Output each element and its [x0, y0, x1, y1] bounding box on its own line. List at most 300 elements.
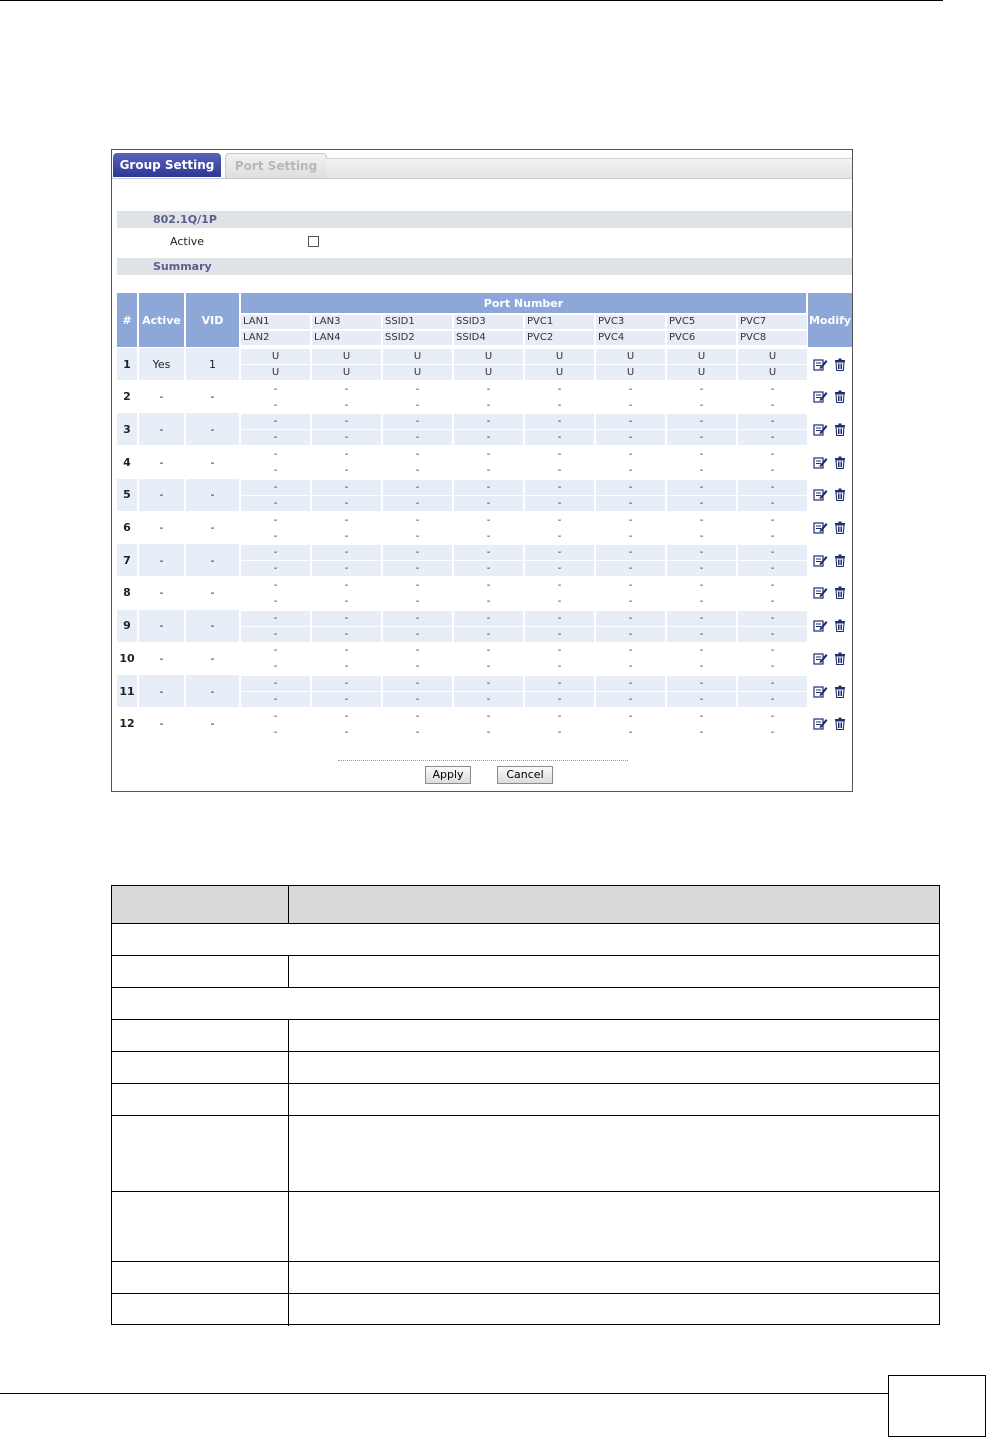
port-cell: -	[273, 399, 278, 411]
port-cell: -	[273, 579, 278, 591]
tab-port-setting[interactable]: Port Setting	[225, 153, 327, 178]
port-cell: -	[557, 579, 562, 591]
row-index: 6	[123, 521, 131, 534]
port-cell: -	[596, 692, 665, 707]
port-cell: -	[383, 561, 452, 576]
row-vid: -	[186, 479, 239, 511]
port-cell: -	[344, 726, 349, 738]
port-cell: -	[770, 595, 775, 607]
vlan-row	[117, 413, 849, 445]
row-divider	[112, 1019, 939, 1020]
edit-icon[interactable]	[813, 586, 828, 599]
port-cell: -	[415, 595, 420, 607]
port-cell: -	[525, 611, 594, 626]
row-modify-actions	[810, 348, 849, 380]
port-cell: U	[383, 349, 452, 364]
port-cell: -	[312, 611, 381, 626]
port-cell: -	[667, 545, 736, 560]
port-cell: -	[241, 430, 310, 445]
port-cell: -	[628, 449, 633, 461]
port-cell: -	[454, 430, 523, 445]
port-cell: -	[699, 383, 704, 395]
port-cell: -	[596, 676, 665, 691]
row-vid: -	[210, 717, 215, 731]
port-cell: -	[667, 414, 736, 429]
edit-icon[interactable]	[813, 423, 828, 436]
port-cell: -	[454, 611, 523, 626]
trash-icon[interactable]	[834, 586, 846, 599]
description-table-header	[112, 886, 939, 923]
row-index: 7	[117, 544, 137, 576]
active-label: Active	[170, 235, 205, 248]
row-index: 3	[117, 413, 137, 445]
port-cell: -	[312, 627, 381, 642]
port-cell: -	[241, 545, 310, 560]
port-cell: -	[770, 514, 775, 526]
port-cell: -	[667, 611, 736, 626]
port-cell: U	[312, 349, 381, 364]
port-cell: -	[557, 399, 562, 411]
port-cell: -	[699, 710, 704, 722]
port-cell: -	[273, 465, 278, 477]
port-cell: -	[667, 676, 736, 691]
port-cell: -	[415, 449, 420, 461]
row-modify-actions	[810, 381, 849, 413]
port-cell: -	[770, 645, 775, 657]
port-cell: -	[525, 627, 594, 642]
port-cell: -	[738, 611, 807, 626]
port-cell: U	[312, 365, 381, 380]
description-table	[111, 885, 940, 1325]
trash-icon[interactable]	[834, 554, 846, 567]
port-cell: -	[273, 595, 278, 607]
section-summary	[117, 258, 852, 275]
trash-icon[interactable]	[834, 652, 846, 665]
port-cell: -	[344, 530, 349, 542]
port-cell: -	[557, 465, 562, 477]
port-cell: -	[525, 480, 594, 495]
row-active: -	[159, 586, 164, 600]
port-cell: -	[415, 465, 420, 477]
row-divider	[112, 955, 939, 956]
row-modify-actions	[810, 577, 849, 609]
port-cell: -	[383, 545, 452, 560]
port-cell: -	[273, 383, 278, 395]
apply-button[interactable]: Apply	[425, 766, 471, 784]
port-cell: -	[628, 645, 633, 657]
vlan-row	[117, 544, 849, 576]
vlan-row	[117, 610, 849, 642]
row-vid: -	[210, 651, 215, 665]
port-cell: -	[699, 595, 704, 607]
row-active: -	[159, 455, 164, 469]
port-cell: -	[667, 561, 736, 576]
vlan-row	[117, 348, 849, 380]
port-cell: U	[738, 349, 807, 364]
row-index: 11	[117, 675, 137, 707]
port-label-lan4: LAN4	[312, 331, 381, 345]
port-cell: -	[557, 661, 562, 673]
port-cell: -	[628, 595, 633, 607]
port-cell: -	[273, 449, 278, 461]
column-divider	[288, 955, 289, 987]
row-divider	[112, 1191, 939, 1192]
port-cell: -	[415, 726, 420, 738]
port-cell: U	[738, 365, 807, 380]
port-cell: -	[383, 676, 452, 691]
trash-icon[interactable]	[834, 619, 846, 632]
row-active: -	[139, 544, 184, 576]
port-cell: -	[667, 496, 736, 511]
row-modify-actions	[810, 413, 849, 445]
port-cell: -	[699, 579, 704, 591]
trash-icon[interactable]	[834, 390, 846, 403]
vlan-row	[117, 479, 849, 511]
port-cell: -	[241, 692, 310, 707]
port-cell: -	[628, 530, 633, 542]
row-active: -	[139, 675, 184, 707]
section-8021q-title: 802.1Q/1P	[153, 213, 217, 226]
port-cell: -	[344, 514, 349, 526]
port-cell: -	[628, 710, 633, 722]
port-cell: -	[525, 430, 594, 445]
row-modify-actions	[810, 512, 849, 544]
tab-strip	[326, 158, 852, 178]
trash-icon[interactable]	[834, 488, 846, 501]
row-modify-actions	[810, 708, 849, 740]
port-cell: -	[596, 430, 665, 445]
port-cell: -	[596, 496, 665, 511]
row-modify-actions	[810, 544, 849, 576]
edit-icon[interactable]	[813, 717, 828, 730]
edit-icon[interactable]	[813, 652, 828, 665]
port-cell: -	[770, 399, 775, 411]
port-cell: -	[486, 726, 491, 738]
port-cell: -	[454, 676, 523, 691]
port-cell: -	[273, 710, 278, 722]
port-cell: -	[738, 676, 807, 691]
row-vid: -	[186, 675, 239, 707]
port-cell: -	[525, 692, 594, 707]
port-cell: -	[344, 661, 349, 673]
port-cell: -	[770, 726, 775, 738]
port-cell: -	[628, 514, 633, 526]
port-cell: U	[454, 365, 523, 380]
port-cell: U	[241, 365, 310, 380]
port-cell: -	[344, 710, 349, 722]
row-divider	[112, 923, 939, 924]
port-cell: -	[667, 627, 736, 642]
port-cell: -	[525, 414, 594, 429]
row-modify-actions	[810, 642, 849, 674]
column-divider	[288, 886, 289, 923]
row-vid: -	[210, 521, 215, 534]
port-cell: -	[312, 692, 381, 707]
port-cell: -	[344, 383, 349, 395]
port-cell: -	[383, 611, 452, 626]
port-cell: -	[273, 726, 278, 738]
port-cell: -	[312, 480, 381, 495]
row-modify-actions	[810, 610, 849, 642]
row-vid: -	[210, 586, 215, 600]
vlan-row	[117, 577, 849, 609]
port-cell: -	[415, 579, 420, 591]
port-cell: -	[738, 627, 807, 642]
port-label-pvc5: PVC5	[667, 315, 736, 329]
port-cell: -	[454, 414, 523, 429]
row-active: -	[159, 521, 164, 534]
port-cell: -	[312, 545, 381, 560]
port-cell: -	[241, 480, 310, 495]
header-active: Active	[139, 293, 184, 347]
port-cell: -	[699, 530, 704, 542]
edit-icon[interactable]	[813, 619, 828, 632]
port-label-ssid1: SSID1	[383, 315, 452, 329]
port-cell: -	[312, 676, 381, 691]
row-vid: -	[186, 610, 239, 642]
port-cell: -	[770, 661, 775, 673]
port-label-pvc2: PVC2	[525, 331, 594, 345]
port-cell: U	[667, 365, 736, 380]
trash-icon[interactable]	[834, 358, 846, 371]
port-cell: -	[415, 710, 420, 722]
top-rule	[0, 0, 943, 1]
port-cell: -	[383, 480, 452, 495]
port-cell: -	[344, 449, 349, 461]
tab-bar	[112, 150, 852, 179]
port-cell: -	[525, 545, 594, 560]
port-cell: -	[770, 710, 775, 722]
button-divider	[338, 760, 628, 761]
port-cell: -	[525, 676, 594, 691]
port-cell: -	[344, 595, 349, 607]
vlan-row	[117, 381, 849, 413]
edit-icon[interactable]	[813, 390, 828, 403]
page-number-box	[888, 1375, 986, 1437]
port-cell: U	[596, 349, 665, 364]
trash-icon[interactable]	[834, 685, 846, 698]
port-cell: U	[383, 365, 452, 380]
port-cell: -	[770, 383, 775, 395]
vlan-row	[117, 708, 849, 740]
port-cell: -	[596, 561, 665, 576]
row-index: 12	[119, 717, 135, 731]
port-cell: -	[596, 627, 665, 642]
section-summary-title: Summary	[153, 260, 212, 273]
port-cell: -	[557, 383, 562, 395]
row-index: 10	[119, 651, 135, 665]
port-cell: -	[557, 710, 562, 722]
port-cell: -	[383, 627, 452, 642]
vlan-row	[117, 446, 849, 478]
cancel-button[interactable]: Cancel	[497, 766, 553, 784]
row-index: 8	[123, 586, 131, 600]
port-cell: -	[454, 692, 523, 707]
port-cell: -	[241, 561, 310, 576]
port-cell: -	[596, 480, 665, 495]
port-label-ssid4: SSID4	[454, 331, 523, 345]
port-cell: -	[525, 561, 594, 576]
trash-icon[interactable]	[834, 456, 846, 469]
header-vid: VID	[186, 293, 239, 347]
vlan-row	[117, 642, 849, 674]
vlan-row	[117, 675, 849, 707]
port-cell: -	[738, 414, 807, 429]
row-divider	[112, 1261, 939, 1262]
edit-icon[interactable]	[813, 685, 828, 698]
row-vid: -	[186, 544, 239, 576]
vlan-row	[117, 512, 849, 544]
port-cell: -	[557, 645, 562, 657]
port-cell: -	[486, 710, 491, 722]
port-cell: -	[557, 595, 562, 607]
row-active: -	[139, 610, 184, 642]
port-cell: U	[525, 365, 594, 380]
row-vid: 1	[186, 348, 239, 380]
tab-group-setting[interactable]: Group Setting	[113, 153, 221, 177]
port-label-pvc3: PVC3	[596, 315, 665, 329]
port-cell: -	[486, 530, 491, 542]
port-cell: -	[241, 496, 310, 511]
row-vid: -	[186, 413, 239, 445]
port-cell: -	[557, 530, 562, 542]
port-label-lan1: LAN1	[241, 315, 310, 329]
port-cell: -	[312, 496, 381, 511]
port-cell: -	[699, 514, 704, 526]
edit-icon[interactable]	[813, 488, 828, 501]
port-label-pvc1: PVC1	[525, 315, 594, 329]
trash-icon[interactable]	[834, 717, 846, 730]
port-cell: -	[738, 496, 807, 511]
port-label-ssid3: SSID3	[454, 315, 523, 329]
port-cell: -	[344, 465, 349, 477]
row-active: -	[139, 413, 184, 445]
port-cell: -	[667, 692, 736, 707]
port-cell: -	[770, 449, 775, 461]
port-cell: -	[273, 530, 278, 542]
port-cell: -	[454, 545, 523, 560]
port-label-lan2: LAN2	[241, 331, 310, 345]
port-cell: -	[273, 645, 278, 657]
row-divider	[112, 987, 939, 988]
port-cell: -	[628, 661, 633, 673]
edit-icon[interactable]	[813, 358, 828, 371]
port-label-pvc4: PVC4	[596, 331, 665, 345]
port-cell: -	[486, 645, 491, 657]
port-cell: -	[486, 595, 491, 607]
row-modify-actions	[810, 479, 849, 511]
edit-icon[interactable]	[813, 554, 828, 567]
row-index: 1	[117, 348, 137, 380]
port-label-pvc7: PVC7	[738, 315, 807, 329]
row-divider	[112, 1083, 939, 1084]
port-cell: -	[557, 514, 562, 526]
port-cell: -	[344, 645, 349, 657]
port-cell: -	[738, 545, 807, 560]
trash-icon[interactable]	[834, 521, 846, 534]
port-cell: -	[770, 579, 775, 591]
port-cell: -	[738, 561, 807, 576]
port-cell: -	[383, 414, 452, 429]
port-cell: -	[383, 692, 452, 707]
row-modify-actions	[810, 446, 849, 478]
port-cell: -	[344, 579, 349, 591]
header-index: #	[117, 293, 137, 347]
port-cell: -	[415, 530, 420, 542]
section-8021q	[117, 211, 852, 228]
port-cell: -	[628, 579, 633, 591]
port-cell: -	[667, 480, 736, 495]
header-port-number: Port Number	[241, 293, 806, 313]
port-cell: -	[415, 514, 420, 526]
port-cell: -	[699, 449, 704, 461]
port-cell: -	[596, 414, 665, 429]
port-cell: -	[344, 399, 349, 411]
port-cell: -	[241, 414, 310, 429]
port-label-lan3: LAN3	[312, 315, 381, 329]
port-cell: -	[770, 530, 775, 542]
port-cell: -	[312, 561, 381, 576]
port-cell: -	[486, 465, 491, 477]
port-cell: -	[699, 661, 704, 673]
port-cell: -	[667, 430, 736, 445]
row-active: -	[159, 717, 164, 731]
port-cell: -	[628, 399, 633, 411]
port-cell: U	[667, 349, 736, 364]
row-index: 5	[117, 479, 137, 511]
port-cell: -	[738, 480, 807, 495]
edit-icon[interactable]	[813, 456, 828, 469]
port-cell: -	[770, 465, 775, 477]
port-cell: -	[699, 645, 704, 657]
port-cell: -	[273, 514, 278, 526]
port-cell: -	[415, 383, 420, 395]
active-checkbox[interactable]	[308, 236, 319, 247]
port-cell: -	[486, 449, 491, 461]
port-cell: -	[738, 692, 807, 707]
port-label-ssid2: SSID2	[383, 331, 452, 345]
row-vid: -	[210, 455, 215, 469]
port-cell: -	[241, 627, 310, 642]
row-active: -	[139, 479, 184, 511]
port-cell: -	[383, 496, 452, 511]
port-cell: -	[628, 383, 633, 395]
port-cell: -	[241, 676, 310, 691]
header-modify: Modify	[808, 293, 852, 347]
row-index: 9	[117, 610, 137, 642]
port-cell: -	[699, 465, 704, 477]
edit-icon[interactable]	[813, 521, 828, 534]
port-cell: -	[628, 465, 633, 477]
port-cell: -	[312, 414, 381, 429]
port-cell: -	[383, 430, 452, 445]
port-cell: -	[454, 561, 523, 576]
port-cell: -	[486, 399, 491, 411]
port-label-pvc8: PVC8	[738, 331, 807, 345]
trash-icon[interactable]	[834, 423, 846, 436]
port-cell: -	[596, 611, 665, 626]
port-cell: U	[241, 349, 310, 364]
column-divider	[288, 1019, 289, 1326]
port-label-pvc6: PVC6	[667, 331, 736, 345]
row-divider	[112, 1115, 939, 1116]
port-cell: -	[557, 726, 562, 738]
port-cell: -	[415, 661, 420, 673]
port-cell: -	[486, 579, 491, 591]
port-cell: U	[596, 365, 665, 380]
row-index: 2	[123, 390, 131, 404]
port-cell: -	[454, 627, 523, 642]
